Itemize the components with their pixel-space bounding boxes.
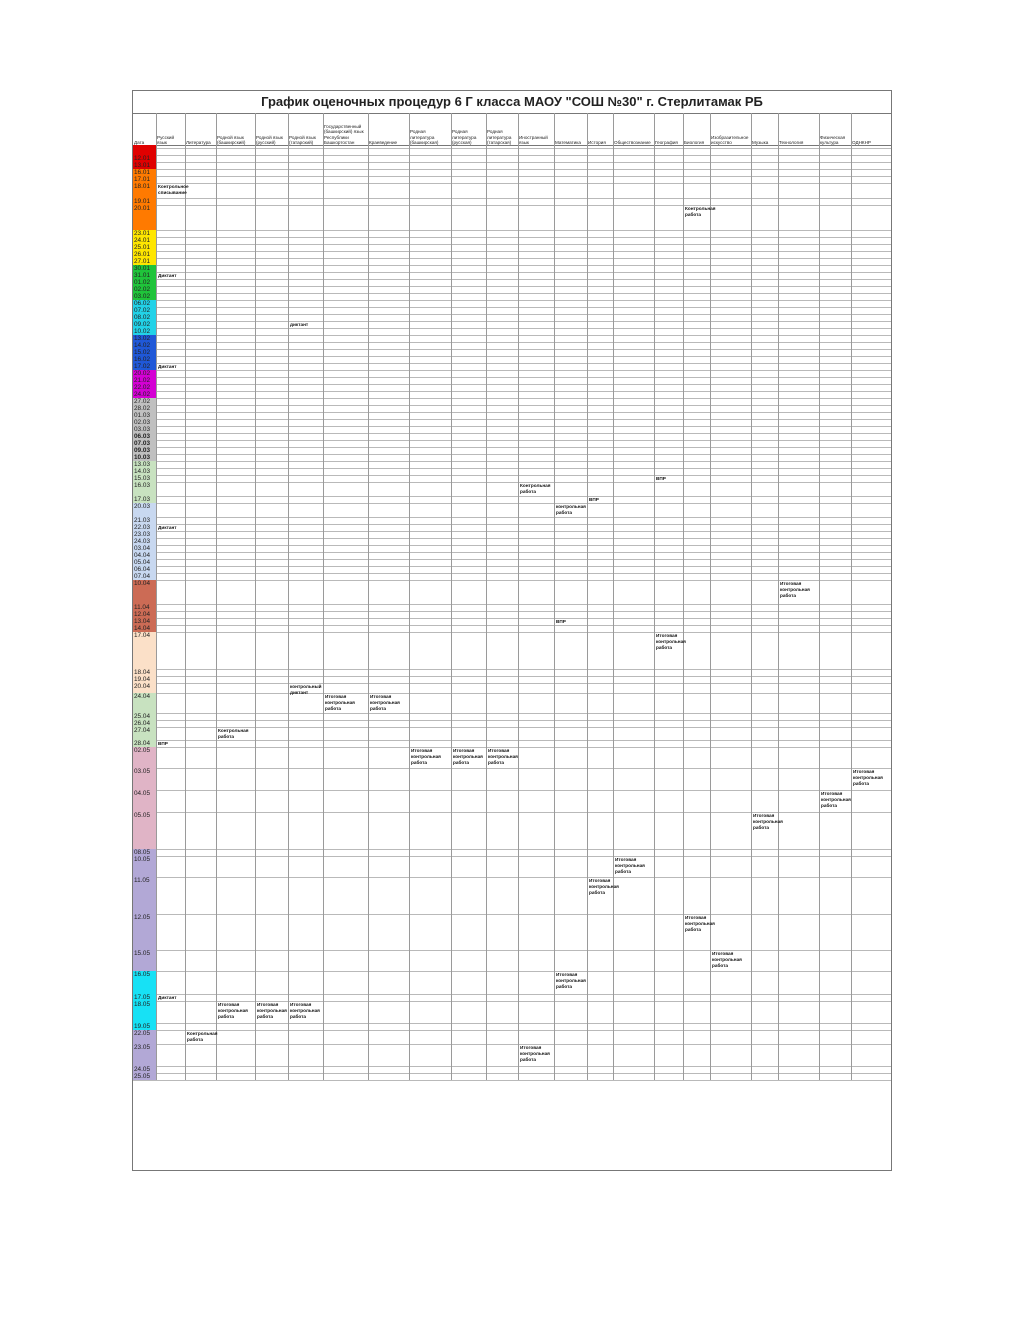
date-cell (133, 148, 156, 155)
column-header: Русский язык (157, 134, 175, 145)
date-cell: 14.04 (133, 625, 156, 632)
column-border (554, 113, 555, 1080)
date-cell: 26.04 (133, 720, 156, 727)
date-cell: 09.02 (133, 321, 156, 328)
assessment-entry: ВПР (656, 476, 666, 481)
column-border (518, 113, 519, 1080)
date-cell: 16.03 (133, 482, 156, 496)
column-border (819, 113, 820, 1080)
assessment-entry: Итоговая контрольная работа (712, 951, 742, 968)
date-cell: 18.04 (133, 669, 156, 676)
date-cell: 02.02 (133, 286, 156, 293)
assessment-entry: Итоговая контрольная работа (370, 694, 400, 711)
date-cell: 23.05 (133, 1044, 156, 1066)
date-cell: 08.05 (133, 849, 156, 856)
assessment-entry: Итоговая контрольная работа (753, 813, 783, 830)
column-header: Физическая культура (820, 134, 846, 145)
date-cell: 14.03 (133, 468, 156, 475)
date-cell: 01.02 (133, 279, 156, 286)
column-header: Родная литература (башкирская) (410, 129, 439, 145)
date-cell: 02.05 (133, 747, 156, 768)
date-cell: 03.04 (133, 545, 156, 552)
assessment-entry: Итоговая контрольная работа (780, 581, 810, 598)
date-cell: 10.04 (133, 580, 156, 604)
column-border (216, 113, 217, 1080)
assessment-entry: Диктант (158, 525, 177, 530)
assessment-entry: контрольный диктант (290, 684, 322, 695)
assessment-entry: Итоговая контрольная работа (853, 769, 883, 786)
date-cell: 25.05 (133, 1073, 156, 1080)
date-cell: 26.01 (133, 251, 156, 258)
date-cell: 03.02 (133, 293, 156, 300)
date-cell: 25.01 (133, 244, 156, 251)
column-header: Музыка (752, 139, 769, 145)
assessment-entry: Итоговая контрольная работа (488, 748, 518, 765)
assessment-entry: Итоговая контрольная работа (556, 972, 586, 989)
date-cell: 17.04 (133, 632, 156, 669)
date-cell: 12.04 (133, 611, 156, 618)
date-cell: 14.02 (133, 342, 156, 349)
date-cell: 31.01 (133, 272, 156, 279)
date-cell: 11.05 (133, 877, 156, 914)
date-cell: 24.01 (133, 237, 156, 244)
date-cell: 03.05 (133, 768, 156, 790)
assessment-entry: Контрольная работа (218, 728, 249, 739)
column-border (710, 113, 711, 1080)
assessment-entry: ВПР (556, 619, 566, 624)
assessment-entry: Итоговая контрольная работа (290, 1002, 320, 1019)
date-cell: 21.03 (133, 517, 156, 524)
row-border (133, 1080, 891, 1081)
date-cell: 19.04 (133, 676, 156, 683)
assessment-entry: Итоговая контрольная работа (685, 915, 715, 932)
assessment-entry: Итоговая контрольная работа (821, 791, 851, 808)
date-cell: 23.03 (133, 531, 156, 538)
column-header: Краеведение (369, 139, 398, 145)
date-cell: 16.01 (133, 169, 156, 176)
column-header: Родная литература (татарская) (487, 129, 512, 145)
column-header: Литература (186, 139, 211, 145)
date-cell: 04.04 (133, 552, 156, 559)
date-cell: 07.03 (133, 440, 156, 447)
date-cell: 18.01 (133, 183, 156, 198)
date-cell: 17.05 (133, 994, 156, 1001)
date-cell: 10.03 (133, 454, 156, 461)
date-cell: 09.03 (133, 447, 156, 454)
column-border (185, 113, 186, 1080)
date-cell: 12.05 (133, 914, 156, 950)
date-cell: 06.03 (133, 433, 156, 440)
column-border (751, 113, 752, 1080)
column-header: География (655, 139, 678, 145)
date-cell: 27.02 (133, 398, 156, 405)
column-header: Государственный (башкирский) язык Республики Башкортостан (324, 124, 364, 145)
date-cell: 15.02 (133, 349, 156, 356)
assessment-entry: Итоговая контрольная работа (453, 748, 483, 765)
date-cell: 24.03 (133, 538, 156, 545)
date-cell: 20.03 (133, 503, 156, 517)
date-cell: 06.04 (133, 566, 156, 573)
column-header: История (588, 139, 606, 145)
date-cell: 11.04 (133, 604, 156, 611)
date-cell: 12.01 (133, 155, 156, 162)
schedule-sheet (132, 90, 892, 1171)
column-border (851, 113, 852, 1080)
assessment-entry: диктант (290, 322, 309, 327)
column-border (654, 113, 655, 1080)
column-header: Изобразительное искусство (711, 134, 749, 145)
column-border (323, 113, 324, 1080)
assessment-entry: Диктант (158, 995, 177, 1000)
date-cell: 24.02 (133, 391, 156, 398)
column-header: Родная литература (русская) (452, 129, 477, 145)
date-cell: 08.02 (133, 314, 156, 321)
date-cell: 05.04 (133, 559, 156, 566)
sheet-title: График оценочных процедур 6 Г класса МАОУ "СОШ №30" г. Стерлитамак РБ (133, 91, 891, 114)
column-border (156, 113, 157, 1080)
column-border (409, 113, 410, 1080)
assessment-entry: Итоговая контрольная работа (589, 878, 619, 895)
date-cell: 21.02 (133, 377, 156, 384)
column-header: Математика (555, 139, 581, 145)
date-cell: 06.02 (133, 300, 156, 307)
column-border (613, 113, 614, 1080)
assessment-entry: Итоговая контрольная работа (257, 1002, 287, 1019)
date-cell: 03.03 (133, 426, 156, 433)
date-cell: 27.01 (133, 258, 156, 265)
assessment-entry: Итоговая контрольная работа (656, 633, 686, 650)
column-border (368, 113, 369, 1080)
date-cell: 30.01 (133, 265, 156, 272)
assessment-entry: Итоговая контрольная работа (218, 1002, 248, 1019)
date-cell: 19.01 (133, 198, 156, 205)
date-cell: 17.03 (133, 496, 156, 503)
assessment-entry: Контрольная работа (685, 206, 716, 217)
assessment-entry: Диктант (158, 364, 177, 369)
date-cell: 17.02 (133, 363, 156, 370)
column-header: Родной язык (татарский) (289, 134, 316, 145)
date-cell: 22.05 (133, 1030, 156, 1044)
column-border (288, 113, 289, 1080)
column-border (486, 113, 487, 1080)
date-cell: 01.03 (133, 412, 156, 419)
column-header: Обществознание (614, 139, 651, 145)
column-border (683, 113, 684, 1080)
date-cell: 13.02 (133, 335, 156, 342)
column-header: Технология (779, 139, 804, 145)
column-header: Родной язык (русский) (256, 134, 283, 145)
date-cell: 13.01 (133, 162, 156, 169)
date-cell: 04.05 (133, 790, 156, 812)
date-cell: 25.04 (133, 713, 156, 720)
date-cell: 22.03 (133, 524, 156, 531)
date-cell: 28.02 (133, 405, 156, 412)
assessment-entry: Контрольная работа (520, 483, 551, 494)
assessment-entry: Итоговая контрольная работа (520, 1045, 550, 1062)
assessment-entry: Контрольное списывание (158, 184, 189, 195)
date-cell: 23.01 (133, 230, 156, 237)
column-border (255, 113, 256, 1080)
date-cell: 13.03 (133, 461, 156, 468)
column-header: Биология (684, 139, 705, 145)
date-cell: 17.01 (133, 176, 156, 183)
date-cell: 10.05 (133, 856, 156, 877)
date-cell: 18.05 (133, 1001, 156, 1023)
column-border (451, 113, 452, 1080)
assessment-entry: Итоговая контрольная работа (615, 857, 645, 874)
date-cell: 07.02 (133, 307, 156, 314)
date-cell: 16.02 (133, 356, 156, 363)
date-cell: 20.04 (133, 683, 156, 693)
date-cell: 16.05 (133, 971, 156, 994)
date-cell: 15.03 (133, 475, 156, 482)
date-cell: 07.04 (133, 573, 156, 580)
date-cell: 20.01 (133, 205, 156, 230)
date-cell: 20.02 (133, 370, 156, 377)
date-cell: 24.05 (133, 1066, 156, 1073)
assessment-entry: Итоговая контрольная работа (325, 694, 355, 711)
assessment-entry: Диктант (158, 273, 177, 278)
column-header: ОДНКНР (852, 139, 871, 145)
date-cell: 22.02 (133, 384, 156, 391)
assessment-entry: Итоговая контрольная работа (411, 748, 441, 765)
assessment-entry: контрольная работа (556, 504, 586, 515)
assessment-entry: Контрольная работа (187, 1031, 218, 1042)
date-cell: 28.04 (133, 740, 156, 747)
date-cell: 13.04 (133, 618, 156, 625)
column-header: Иностранный язык (519, 134, 548, 145)
date-cell: 10.02 (133, 328, 156, 335)
date-cell: 24.04 (133, 693, 156, 713)
date-cell: 19.05 (133, 1023, 156, 1030)
date-cell: 27.04 (133, 727, 156, 740)
date-cell: 05.05 (133, 812, 156, 849)
assessment-entry: ВПР (589, 497, 599, 502)
column-border (587, 113, 588, 1080)
column-header: Родной язык (башкирский) (217, 134, 246, 145)
assessment-entry: ВПР (158, 741, 168, 746)
column-header: Дата (134, 139, 145, 145)
date-cell: 02.03 (133, 419, 156, 426)
date-cell: 15.05 (133, 950, 156, 971)
